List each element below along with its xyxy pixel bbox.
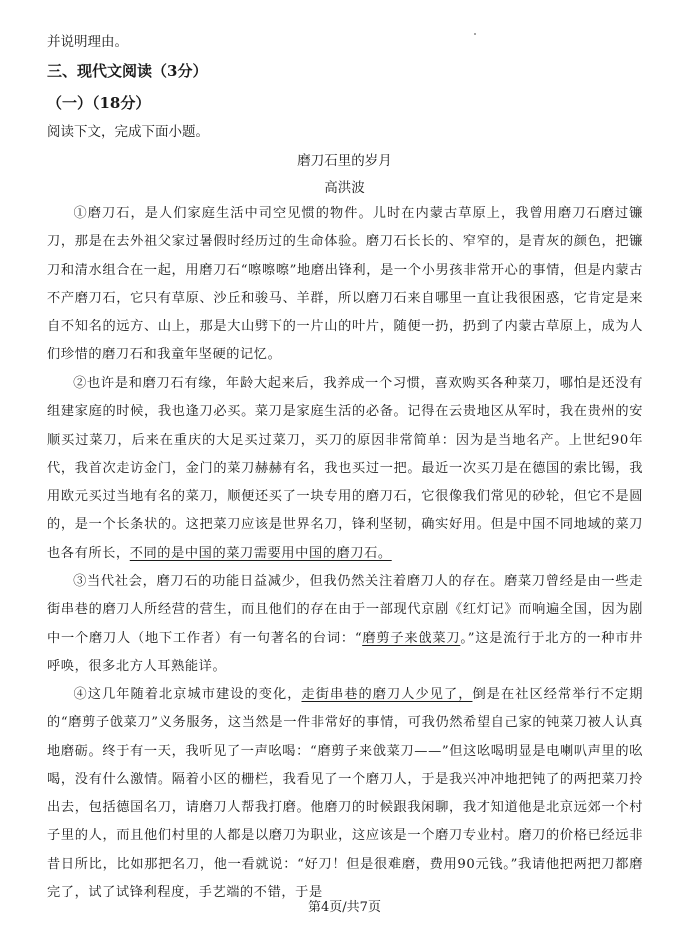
paragraph-3-underlined: 磨剪子来戗菜刀	[362, 630, 461, 646]
section-heading: 三、现代文阅读（3分）	[47, 62, 208, 80]
paragraph-1	[47, 200, 643, 370]
paragraph-4-text-b: 倒是在社区经常举行不定期的“磨剪子戗菜刀”义务服务，这当然是一件非常好的事情，可我仍然希望自己家的钝菜刀被人认真地磨砺。终于有一天，我听见了一声吆喝：“磨剪子来戗菜刀——”但这吆喝明显是电喇叭声里的吆喝，没有什么激情。隔着小区的栅栏，我看见了一个磨刀人，于是我兴冲冲地把钝了的两把菜刀拎出去，包括德国名刀，请磨刀人帮我打磨。他磨刀的时候跟我闲聊，我才知道他是北京远郊一个村子里的人，而且他们村里的人都是以磨刀为职业，这应该是一个磨刀专业村。磨刀的价格已经远非昔日所比，比如那把名刀，他一看就说：“好刀！但是很难磨，费用90元钱。”我请他把两把刀都磨完了，试了试锋利程度，手艺端的不错，于是	[47, 687, 644, 901]
paragraph-3-text-b: 。”这是流行于北方的一种市井呼唤，很多北方人耳熟能详。	[47, 630, 643, 674]
paragraph-2-text: ②也许是和磨刀石有缘，年龄大起来后，我养成一个习惯，喜欢购买各种菜刀，哪怕是还没有组建家庭的时候，我也逢刀必买。菜刀是家庭生活的必备。记得在云贵地区从军时，我在贵州的安顺买过菜刀，后来在重庆的大足买过菜刀，买刀的原因非常简单：因为是当地名产。上世纪90年代，我首次走访金门，金门的菜刀赫赫有名，我也买过一把。最近一次买刀是在德国的索比锡，我用欧元买过当地有名的菜刀，顺便还买了一块专用的磨刀石，它很像我们常见的砂轮，但它不是圆的，是一个长条状的。这把菜刀应该是世界名刀，锋利坚韧，确实好用。但是中国不同地域的菜刀也各有所长，	[47, 376, 643, 561]
paragraph-3	[47, 568, 643, 681]
paragraph-4-underlined: 走街串巷的磨刀人少见了，	[301, 687, 473, 702]
article-author: 高洪波	[324, 180, 365, 196]
paragraph-2	[47, 370, 643, 568]
reading-instruction: 阅读下文，完成下面小题。	[47, 124, 209, 140]
sub-heading: （一）（18分）	[47, 94, 151, 112]
previous-question-tail: 并说明理由。	[47, 34, 128, 50]
paragraph-3-text-a: ③当代社会，磨刀石的功能日益减少，但我仍然关注着磨刀人的存在。磨菜刀曾经是由一些走街串巷的磨刀人所经营的营生，而且他们的存在由于一部现代京剧《红灯记》而响遍全国，因为剧中一个磨刀人（地下工作者）有一句著名的台词：“	[47, 574, 643, 646]
paragraph-1-text: ①磨刀石，是人们家庭生活中司空见惯的物件。儿时在内蒙古草原上，我曾用磨刀石磨过镰刀，那是在去外祖父家过暑假时经历过的生命体验。磨刀石长长的、窄窄的，是青灰的颜色，把镰刀和清水组合在一起，用磨刀石“嚓嚓嚓”地磨出锋利，是一个小男孩非常开心的事情，但是内蒙古不产磨刀石，它只有草原、沙丘和骏马、羊群，所以磨刀石来自哪里一直让我很困惑，它肯定是来自不知名的远方、山上，那是大山劈下的一片山的叶片，随便一扔，扔到了内蒙古草原上，成为人们珍惜的磨刀石和我童年坚硬的记忆。	[47, 206, 643, 363]
article-title: 磨刀石里的岁月	[297, 153, 392, 169]
paragraph-4	[47, 681, 643, 907]
paragraph-2-underlined: 不同的是中国的菜刀需要用中国的磨刀石。	[129, 545, 392, 561]
paragraph-4-text-a: ④这几年随着北京城市建设的变化，	[73, 687, 302, 702]
page-number-footer: 第4页/共7页	[308, 900, 381, 915]
